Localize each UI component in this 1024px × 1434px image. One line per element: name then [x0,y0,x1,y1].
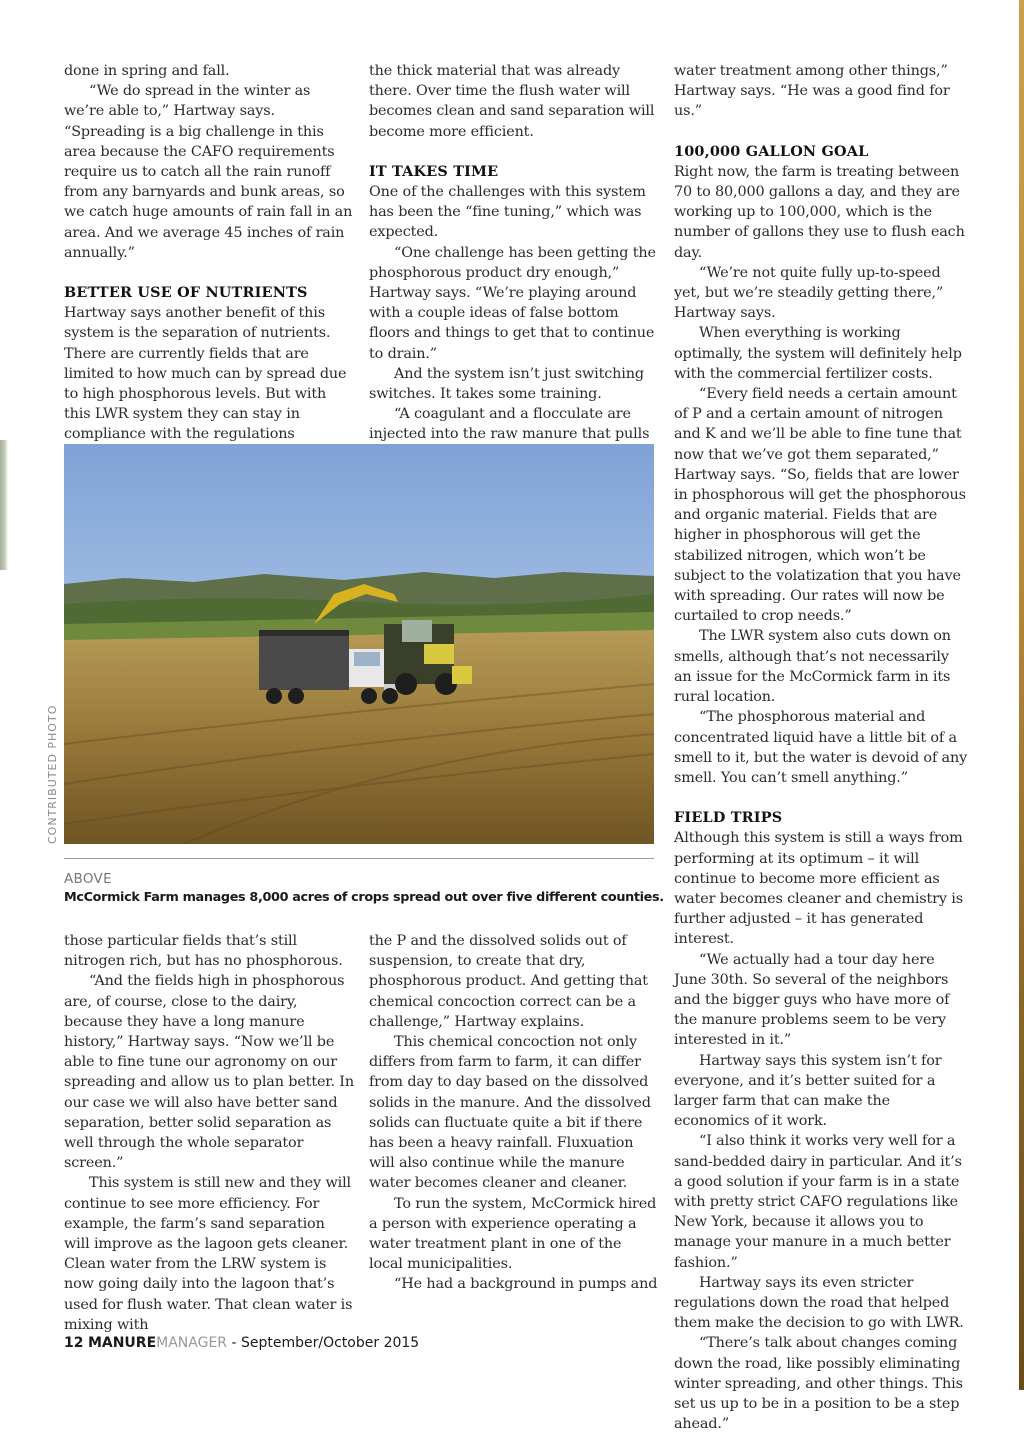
brand-bold: MANURE [87,1335,157,1351]
paragraph: done in spring and fall. [64,63,230,79]
paragraph-spacer [674,122,969,142]
brand-light: MANAGER [156,1335,228,1351]
paragraph: Hartway says its even stricter regulations down the road that helped them make the decision to go with LWR. [674,1274,964,1332]
paragraph: To run the system, McCormick hired a person with experience operating a water treatment plant in one of the local municipalities. [369,1195,657,1273]
paragraph: “He had a background in pumps and [394,1276,658,1293]
paragraph: The LWR system also cuts down on smells, although that’s not necessarily an issue for the McCormick farm in its rural location. [674,628,951,706]
paragraph: “We’re not quite fully up-to-speed yet, but we’re steadily getting there,” Hartway says. [674,264,944,322]
article-column-4 [64,931,354,1335]
section-heading: BETTER USE OF NUTRIENTS [64,284,308,302]
paragraph: “There’s talk about changes coming down the road, like possibly eliminating winter spreading, and other things. This set us up to be in a position to be a step ahead.” [674,1335,963,1433]
page-footer [64,1335,419,1351]
section-heading: FIELD TRIPS [674,809,783,827]
paragraph: And the system isn’t just switching switches. It takes some training. [369,365,644,403]
page-edge-decoration [1019,0,1024,1390]
article-column-3 [674,61,969,1434]
caption-divider [64,858,654,859]
paragraph: This chemical concoction not only differs from farm to farm, it can differ from day to day based on the dissolved solids in the manure. And the dissolved solids can fluctuate quite a bit if there has been a heavy rainfall. Fluxuation will also continue while the manure water becomes cleaner and cleaner. [369,1034,651,1192]
section-heading: IT TAKES TIME [369,162,499,180]
paragraph: the P and the dissolved solids out of suspension, to create that dry, phosphorous product. And getting that chemical concoction correct can be a challenge,” Hartway explains. [369,933,648,1030]
paragraph: Hartway says this system isn’t for everyone, and it’s better suited for a larger farm that can make the economics of it work. [674,1052,942,1130]
paragraph: Although this system is still a ways from performing at its optimum – it will continue to become more efficient as water becomes cleaner and chemistry is further adjusted – it has generated interest. [674,830,963,948]
section-heading: 100,000 GALLON GOAL [674,142,869,160]
paragraph: “One challenge has been getting the phosphorous product dry enough,” Hartway says. “We’re playing around with a couple ideas of false bottom floors and things to get that to continue to drain.” [369,244,656,362]
paragraph: “We do spread in the winter as we’re able to,” Hartway says. “Spreading is a big challenge in this area because the CAFO requirements require us to catch all the rain runoff from any barnyards and bunk areas, so we catch huge amounts of rain fall in an area. And we average 45 inches of rain annually.” [64,83,353,261]
paragraph: “Every field needs a certain amount of P and a certain amount of nitrogen and K and we’ll be able to fine tune that now that we’ve got them separated,” Hartway says. “So, fields that are lower in phosphorous will get the phosphorous and organic material. Fields that are higher in phosphorous will get the stabilized nitrogen, which won’t be subject to the volatization that you have with spreading. Our rates will now be curtailed to crop needs.” [674,386,966,625]
page-number: 12 [64,1335,84,1351]
page-edge-decoration [0,440,8,570]
paragraph: “The phosphorous material and concentrated liquid have a little bit of a smell to it, but the water is devoid of any smell. You can’t smell anything.” [674,709,968,786]
farm-photo [64,444,654,844]
paragraph: “I also think it works very well for a sand-bedded dairy in particular. And it’s a good solution if your farm is in a state with pretty strict CAFO regulations like New York, because it allows you to manage your manure in a much better fashion.” [674,1133,962,1271]
article-column-2 [369,61,659,445]
issue-date: - September/October 2015 [231,1335,420,1351]
caption-label: ABOVE [64,871,112,887]
paragraph: water treatment among other things,” Hartway says. “He was a good find for us.” [674,63,950,120]
paragraph: This system is still new and they will continue to see more efficiency. For example, the farm’s sand separation will improve as the lagoon gets cleaner. Clean water from the LRW system is now going daily into the lagoon that’s used for flush water. That clean water is mixing with [64,1175,353,1333]
photo-credit: CONTRIBUTED PHOTO [46,704,59,844]
paragraph: “And the fields high in phosphorous are, of course, close to the dairy, because they have a long manure history,” Hartway says. “Now we’ll be able to fine tune our agronomy on our spreading and allow us to plan better. In our case we will also have better sand separation, better solid separation as well through the whole separator screen.” [64,973,354,1172]
paragraph: Hartway says another benefit of this system is the separation of nutrients. There are currently fields that are limited to how much can by spread due to high phosphorous levels. But with this LWR system they can stay in compliance with the regulations [64,305,347,443]
article-column-1 [64,61,354,465]
paragraph: “A coagulant and a flocculate are injected into the raw manure that pulls [369,406,650,443]
paragraph: One of the challenges with this system has been the “fine tuning,” which was expected. [369,184,646,241]
paragraph: Right now, the farm is treating between 70 to 80,000 gallons a day, and they are working up to 100,000, which is the number of gallons they use to flush each day. [674,163,965,261]
paragraph: “We actually had a tour day here June 30th. So several of the neighbors and the bigger guys who have more of the manure problems seem to be very interested in it.” [674,951,950,1049]
caption-text: McCormick Farm manages 8,000 acres of crops spread out over five different counties. [64,890,664,905]
article-column-5 [369,931,659,1295]
paragraph-spacer [64,263,354,283]
paragraph-spacer [369,142,659,162]
paragraph: the thick material that was already there. Over time the flush water will becomes clean and sand separation will become more efficient. [369,63,655,140]
paragraph-spacer [674,788,969,808]
paragraph: When everything is working optimally, the system will definitely help with the commercial fertilizer costs. [674,325,962,382]
paragraph: those particular fields that’s still nitrogen rich, but has no phosphorous. [64,933,343,970]
